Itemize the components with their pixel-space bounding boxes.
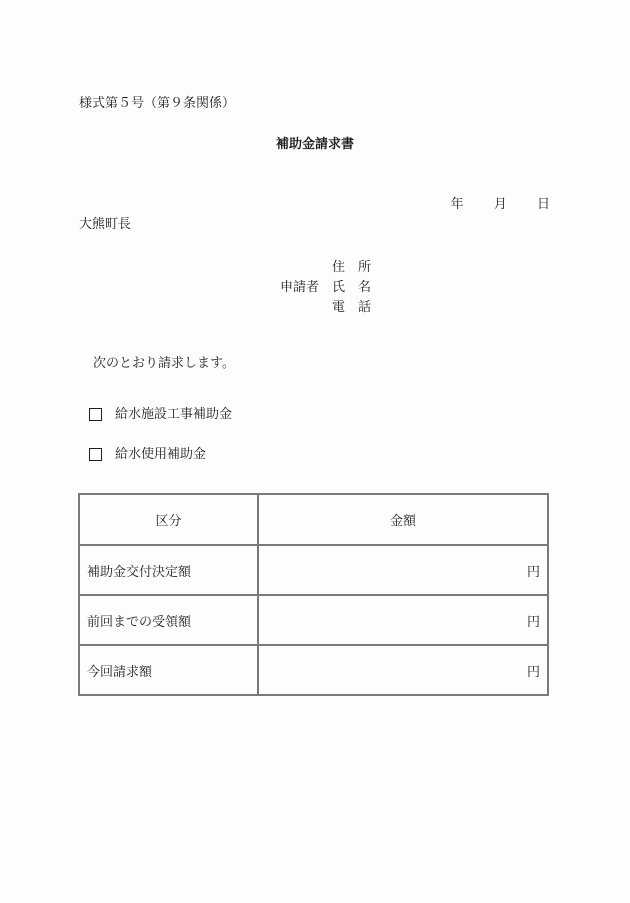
applicant-block <box>280 258 371 318</box>
address-label: 住 所 <box>332 260 372 275</box>
phone-label: 電 話 <box>332 300 372 315</box>
amount-table <box>78 493 549 696</box>
applicant-label: 申請者 <box>280 280 320 295</box>
date-year-label: 年 <box>450 197 464 212</box>
option-label: 給水使用補助金 <box>115 447 207 462</box>
table-row <box>79 545 548 595</box>
document-title: 補助金請求書 <box>275 137 354 152</box>
amount-cell[interactable]: 円 <box>258 645 548 695</box>
amount-cell[interactable]: 円 <box>258 545 548 595</box>
row-label: 前回までの受領額 <box>79 595 258 645</box>
date-month-label: 月 <box>493 197 507 212</box>
intro-text: 次のとおり請求します。 <box>93 356 235 371</box>
option-water-facility-construction[interactable] <box>89 408 232 421</box>
table-header-row <box>79 494 548 545</box>
option-water-usage[interactable] <box>89 448 206 461</box>
option-label: 給水施設工事補助金 <box>115 407 233 422</box>
amount-cell[interactable]: 円 <box>258 595 548 645</box>
checkbox[interactable] <box>89 408 102 421</box>
row-label: 補助金交付決定額 <box>79 545 258 595</box>
row-label: 今回請求額 <box>79 645 258 695</box>
form-number: 様式第５号（第９条関係） <box>79 96 236 111</box>
date-line <box>451 198 550 211</box>
name-label: 氏 名 <box>332 280 372 295</box>
date-day-label: 日 <box>536 197 550 212</box>
addressee: 大熊町長 <box>79 217 132 232</box>
column-header-category: 区分 <box>79 494 258 545</box>
table-row <box>79 645 548 695</box>
checkbox[interactable] <box>89 448 102 461</box>
column-header-amount: 金額 <box>258 494 548 545</box>
table-row <box>79 595 548 645</box>
